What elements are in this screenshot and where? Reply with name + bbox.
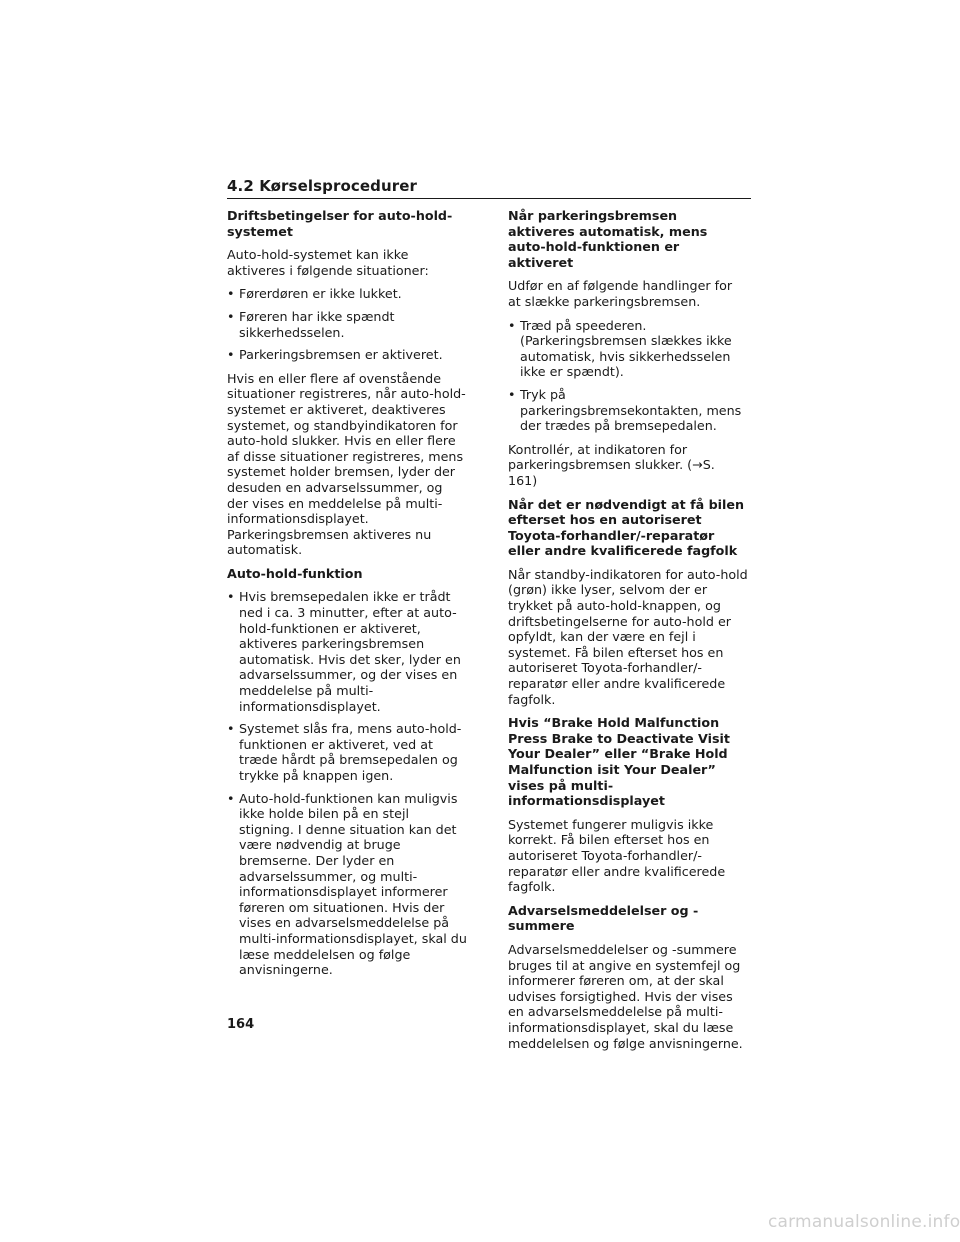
list-item: • Parkeringsbremsen er aktiveret. xyxy=(227,347,467,363)
paragraph-standby: Når standby-indikatoren for auto-hold (grøn) ikke lyser, selvom der er trykket på auto-hold-knappen, og driftsbetingelserne for auto-hold er opfyldt, kan der være en fejl i systemet. Få bilen efterset hos en autoriseret Toyota-forhandler/-reparatør eller andre kvalificerede fagfolk. xyxy=(508,566,748,707)
conditions-list xyxy=(227,286,467,362)
list-item: • Hvis bremsepedalen ikke er trådt ned i ca. 3 minutter, efter at auto-hold-funktionen er aktiveret, aktiveres parkeringsbremsen automatisk. Hvis det sker, lyder en advarselssummer, og der vises en meddelelse på multi-informationsdisplayet. xyxy=(227,589,467,714)
list-item: • Tryk på parkeringsbremsekontakten, mens der trædes på bremsepedalen. xyxy=(508,387,748,434)
heading-operating-conditions: Driftsbetingelser for auto-hold-systemet xyxy=(227,208,453,239)
function-list xyxy=(227,589,467,977)
watermark: carmanualsonline.info xyxy=(768,1212,960,1232)
list-item: • Føreren har ikke spændt sikkerhedsselen. xyxy=(227,309,467,340)
paragraph-malfunction: Systemet fungerer muligvis ikke korrekt. Få bilen efterset hos en autoriseret Toyota-forhandler/-reparatør eller andre kvalificerede fagfolk. xyxy=(508,816,726,895)
paragraph-intro: Auto-hold-systemet kan ikke aktiveres i følgende situationer: xyxy=(227,247,429,278)
section-title: 4.2 Kørselsprocedurer xyxy=(227,177,418,195)
paragraph-warnings: Advarselsmeddelelser og -summere bruges til at angive en systemfejl og informerer føreren om, at der skal udvises forsigtighed. Hvis der vises en advarselsmeddelelse på multi-informationsdisplayet, skal du læse meddelelsen og følge anvisningerne. xyxy=(508,941,743,1051)
heading-malfunction-message: Hvis “Brake Hold Malfunction Press Brake to Deactivate Visit Your Dealer” eller “Brake Hold Malfunction isit Your Dealer” vises på multi-informationsdisplayet xyxy=(508,715,730,809)
list-item: • Træd på speederen. (Parkeringsbremsen slækkes ikke automatisk, hvis sikkerhedsselen ikke er spændt). xyxy=(508,318,748,380)
list-item: • Førerdøren er ikke lukket. xyxy=(227,286,467,302)
paragraph-check-indicator: Kontrollér, at indikatoren for parkeringsbremsen slukker. (→S. 161) xyxy=(508,441,715,488)
heading-auto-hold-function: Auto-hold-funktion xyxy=(227,565,363,581)
paragraph-release: Udfør en af følgende handlinger for at slække parkeringsbremsen. xyxy=(508,278,733,309)
list-item: • Systemet slås fra, mens auto-hold-funktionen er aktiveret, ved at træde hårdt på bremsepedalen og trykke på knappen igen. xyxy=(227,721,467,783)
heading-parking-brake-auto: Når parkeringsbremsen aktiveres automatisk, mens auto-hold-funktionen er aktiveret xyxy=(508,208,708,270)
list-item: • Auto-hold-funktionen kan muligvis ikke holde bilen på en stejl stigning. I denne situation kan det være nødvendig at bruge bremserne. Der lyder en advarselssummer, og multi-informationsdisplayet informerer føreren om situationen. Hvis der vises en advarselsmeddelelse på multi-informationsdisplayet, skal du læse meddelelsen og følge anvisningerne. xyxy=(227,791,467,978)
page-number: 164 xyxy=(227,1017,255,1032)
left-column xyxy=(227,208,467,986)
paragraph-detection: Hvis en eller flere af ovenstående situationer registreres, når auto-hold-systemet er aktiveret, deaktiveres systemet, og standbyindikatoren for auto-hold slukker. Hvis en eller flere af disse situationer registreres, mens systemet holder bremsen, lyder der desuden en advarselssummer, og der vises en meddelelse på multi-informationsdisplayet. Parkeringsbremsen aktiveres nu automatisk. xyxy=(227,370,466,558)
heading-service-needed: Når det er nødvendigt at få bilen efterset hos en autoriseret Toyota-forhandler/-reparatør eller andre kvalificerede fagfolk xyxy=(508,496,744,559)
heading-warnings: Advarselsmeddelelser og -summere xyxy=(508,902,699,934)
right-column xyxy=(508,208,748,1059)
section-header xyxy=(227,176,751,199)
release-list xyxy=(508,318,748,434)
